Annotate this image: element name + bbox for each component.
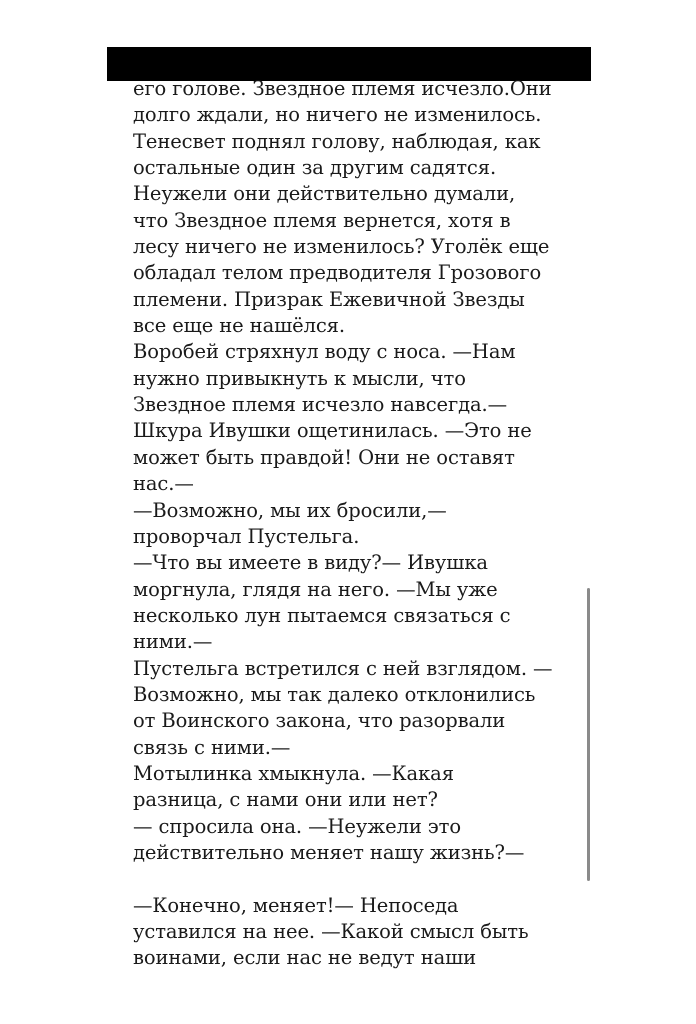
text-line: воинами, если нас не ведут наши <box>133 946 477 970</box>
text-line: нужно привыкнуть к мысли, что <box>133 366 466 390</box>
page-text <box>133 76 603 972</box>
text-line: моргнула, глядя на него. —Мы уже <box>133 577 498 601</box>
text-line: все еще не нашёлся. <box>133 314 345 338</box>
text-line: остальные один за другим садятся. <box>133 156 497 180</box>
text-line: что Звездное племя вернется, хотя в <box>133 208 511 232</box>
scrollbar[interactable] <box>587 588 590 881</box>
text-line: —Конечно, меняет!— Непоседа <box>133 893 459 917</box>
text-line: Возможно, мы так далеко отклонились <box>133 682 536 706</box>
text-line: нас.— <box>133 472 194 496</box>
text-line: Звездное племя исчезло навсегда.— <box>133 393 507 417</box>
text-line: обладал телом предводителя Грозового <box>133 261 542 285</box>
text-line: долго ждали, но ничего не изменилось. <box>133 103 542 127</box>
paragraph-gap <box>133 866 603 892</box>
text-line: Воробей стряхнул воду с носа. —Нам <box>133 340 516 364</box>
text-line: может быть правдой! Они не оставят <box>133 445 515 469</box>
text-line: его голове. Звездное племя исчезло.Они <box>133 77 552 100</box>
text-line: Неужели они действительно думали, <box>133 182 516 206</box>
text-line: несколько лун пытаемся связаться с <box>133 603 511 627</box>
text-line: разница, с нами они или нет? <box>133 788 438 812</box>
text-line: Шкура Ивушки ощетинилась. —Это не <box>133 419 532 443</box>
text-line: Тенесвет поднял голову, наблюдая, как <box>133 129 541 153</box>
text-line: Пустельга встретился с ней взглядом. — <box>133 656 553 680</box>
text-line: — спросила она. —Неужели это <box>133 814 461 838</box>
text-line: уставился на нее. —Какой смысл быть <box>133 920 529 943</box>
text-line: Мотылинка хмыкнула. —Какая <box>133 761 454 785</box>
text-line: связь с ними.— <box>133 735 291 759</box>
text-line: действительно меняет нашу жизнь?— <box>133 840 525 864</box>
text-line: от Воинского закона, что разорвали <box>133 709 506 733</box>
text-line: проворчал Пустельга. <box>133 524 360 548</box>
text-line: —Возможно, мы их бросили,— <box>133 498 447 522</box>
text-line: ними.— <box>133 630 213 654</box>
text-line: племени. Призрак Ежевичной Звезды <box>133 287 525 311</box>
text-line: лесу ничего не изменилось? Уголёк еще <box>133 235 550 259</box>
text-line: —Что вы имеете в виду?— Ивушка <box>133 551 488 575</box>
